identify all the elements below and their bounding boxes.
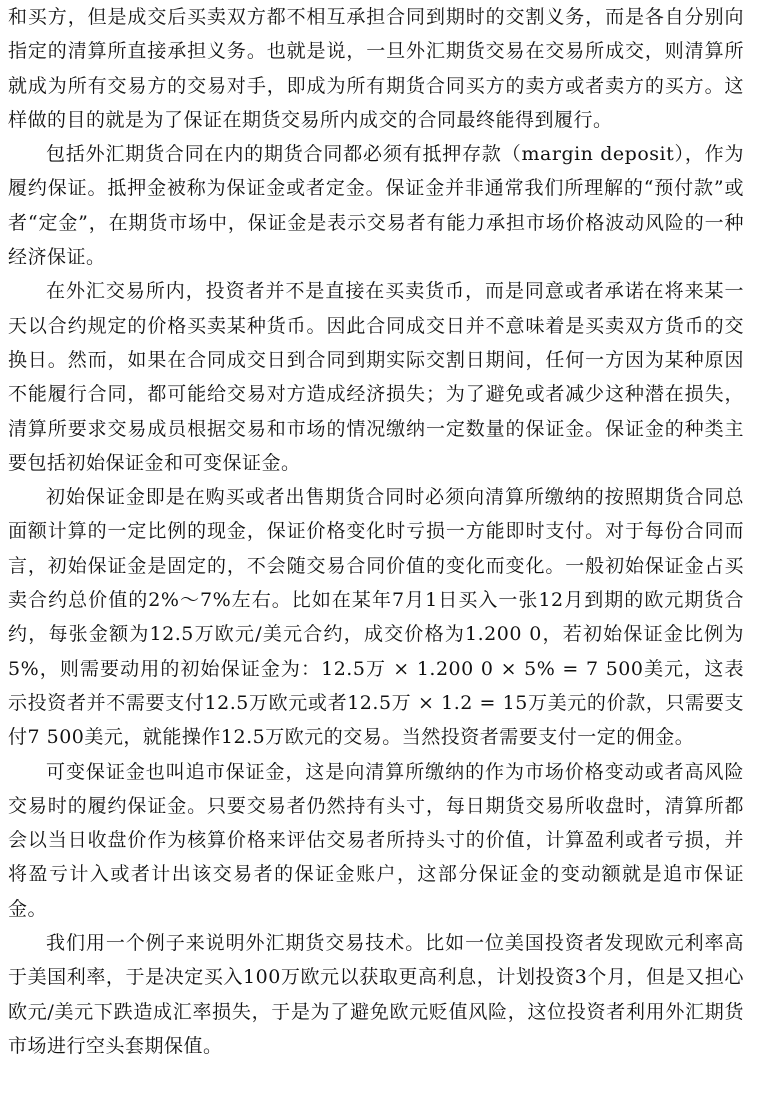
paragraph-exchange-trading: 在外汇交易所内，投资者并不是直接在买卖货币，而是同意或者承诺在将来某一天以合约规定的价格买卖某种货币。因此合同成交日并不意味着是买卖双方货币的交换日。然而，如果在合同成交日到合同到期实际交割日期间，任何一方因为某种原因不能履行合同，都可能给交易对方造成经济损失；为了避免或者减少这种潜在损失，清算所要求交易成员根据交易和市场的情况缴纳一定数量的保证金。保证金的种类主要包括初始保证金和可变保证金。 [8, 280, 744, 474]
paragraph-clearing-house: 和买方，但是成交后买卖双方都不相互承担合同到期时的交割义务，而是各自分别向指定的清算所直接承担义务。也就是说，一旦外汇期货交易在交易所成交，则清算所就成为所有交易方的交易对手，即成为所有期货合同买方的卖方或者卖方的买方。这样做的目的就是为了保证在期货交易所内成交的合同最终能得到履行。 [8, 6, 744, 131]
paragraph-initial-margin: 初始保证金即是在购买或者出售期货合同时必须向清算所缴纳的按照期货合同总面额计算的一定比例的现金，保证价格变化时亏损一方能即时支付。对于每份合同而言，初始保证金是固定的，不会随交易合同价值的变化而变化。一般初始保证金占买卖合约总价值的2%～7%左右。比如在某年7月1日买入一张12月到期的欧元期货合约，每张金额为12.5万欧元/美元合约，成交价格为1.200 0，若初始保证金比例为5%，则需要动用的初始保证金为：12.5万 × 1.200 0 × 5% = 7 500美元，这表示投资者并不需要支付12.5万欧元或者12.5万 × 1.2 = 15万美元的价款，只需要支付7 500美元，就能操作12.5万欧元的交易。当然投资者需要支付一定的佣金。 [8, 486, 744, 749]
paragraph-variation-margin: 可变保证金也叫追市保证金，这是向清算所缴纳的作为市场价格变动或者高风险交易时的履约保证金。只要交易者仍然持有头寸，每日期货交易所收盘时，清算所都会以当日收盘价作为核算价格来评估交易者所持头寸的价值，计算盈利或者亏损，并将盈亏计入或者计出该交易者的保证金账户，这部分保证金的变动额就是追市保证金。 [8, 760, 744, 920]
paragraph-hedging-example: 我们用一个例子来说明外汇期货交易技术。比如一位美国投资者发现欧元利率高于美国利率，于是决定买入100万欧元以获取更高利息，计划投资3个月，但是又担心欧元/美元下跌造成汇率损失，于是为了避免欧元贬值风险，这位投资者利用外汇期货市场进行空头套期保值。 [8, 932, 744, 1057]
paragraph-margin-deposit: 包括外汇期货合同在内的期货合同都必须有抵押存款（margin deposit），作为履约保证。抵押金被称为保证金或者定金。保证金并非通常我们所理解的“预付款”或者“定金”，在期货市场中，保证金是表示交易者有能力承担市场价格波动风险的一种经济保证。 [8, 143, 744, 269]
